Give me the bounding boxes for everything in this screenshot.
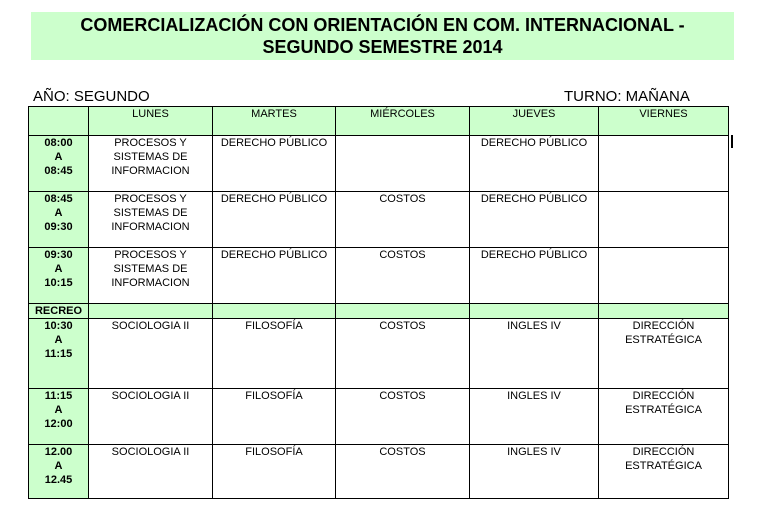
day-header-jueves: JUEVES bbox=[470, 107, 599, 136]
time-slot: 08:00 A 08:45 bbox=[29, 136, 89, 192]
class-cell: COSTOS bbox=[336, 389, 470, 445]
class-cell: SOCIOLOGIA II bbox=[89, 445, 213, 499]
break-cell bbox=[89, 304, 213, 319]
break-row bbox=[29, 304, 729, 319]
class-cell: FILOSOFÍA bbox=[213, 319, 336, 389]
class-cell: PROCESOS Y SISTEMAS DE INFORMACION bbox=[89, 248, 213, 304]
time-slot: 08:45 A 09:30 bbox=[29, 192, 89, 248]
class-cell: DERECHO PÚBLICO bbox=[470, 136, 599, 192]
class-cell: DERECHO PÚBLICO bbox=[470, 192, 599, 248]
break-cell bbox=[599, 304, 729, 319]
class-cell: INGLES IV bbox=[470, 389, 599, 445]
class-cell: COSTOS bbox=[336, 445, 470, 499]
class-cell bbox=[336, 136, 470, 192]
class-cell: COSTOS bbox=[336, 248, 470, 304]
time-slot: 12.00 A 12.45 bbox=[29, 445, 89, 499]
table-row bbox=[29, 319, 729, 389]
class-cell: COSTOS bbox=[336, 319, 470, 389]
table-row bbox=[29, 445, 729, 499]
class-cell: DIRECCIÓN ESTRATÉGICA bbox=[599, 319, 729, 389]
day-header-miercoles: MIÉRCOLES bbox=[336, 107, 470, 136]
break-cell bbox=[213, 304, 336, 319]
class-cell bbox=[599, 192, 729, 248]
class-cell bbox=[599, 136, 729, 192]
class-cell: DERECHO PÚBLICO bbox=[213, 248, 336, 304]
year-label: AÑO: SEGUNDO bbox=[33, 88, 150, 105]
class-cell: INGLES IV bbox=[470, 319, 599, 389]
class-cell: PROCESOS Y SISTEMAS DE INFORMACION bbox=[89, 136, 213, 192]
header-row bbox=[29, 107, 729, 136]
day-header-lunes: LUNES bbox=[89, 107, 213, 136]
class-cell: FILOSOFÍA bbox=[213, 389, 336, 445]
table-row bbox=[29, 192, 729, 248]
class-cell: DIRECCIÓN ESTRATÉGICA bbox=[599, 445, 729, 499]
class-cell: INGLES IV bbox=[470, 445, 599, 499]
day-header-viernes: VIERNES bbox=[599, 107, 729, 136]
break-label: RECREO bbox=[29, 304, 89, 319]
class-cell: SOCIOLOGIA II bbox=[89, 319, 213, 389]
class-cell: COSTOS bbox=[336, 192, 470, 248]
time-slot: 09:30 A 10:15 bbox=[29, 248, 89, 304]
class-cell: PROCESOS Y SISTEMAS DE INFORMACION bbox=[89, 192, 213, 248]
class-cell: FILOSOFÍA bbox=[213, 445, 336, 499]
time-slot: 10:30 A 11:15 bbox=[29, 319, 89, 389]
time-slot: 11:15 A 12:00 bbox=[29, 389, 89, 445]
title-line-2: SEGUNDO SEMESTRE 2014 bbox=[262, 37, 503, 57]
border-mark bbox=[731, 135, 733, 148]
day-header-martes: MARTES bbox=[213, 107, 336, 136]
class-cell: DERECHO PÚBLICO bbox=[213, 192, 336, 248]
schedule-table bbox=[28, 106, 729, 499]
shift-label: TURNO: MAÑANA bbox=[564, 88, 690, 105]
table-row bbox=[29, 248, 729, 304]
title-line-1: COMERCIALIZACIÓN CON ORIENTACIÓN EN COM. INTERNACIONAL - bbox=[80, 15, 685, 35]
class-cell: DERECHO PÚBLICO bbox=[213, 136, 336, 192]
table-row bbox=[29, 389, 729, 445]
class-cell: DIRECCIÓN ESTRATÉGICA bbox=[599, 389, 729, 445]
header-corner bbox=[29, 107, 89, 136]
class-cell bbox=[599, 248, 729, 304]
break-cell bbox=[470, 304, 599, 319]
class-cell: SOCIOLOGIA II bbox=[89, 389, 213, 445]
break-cell bbox=[336, 304, 470, 319]
title-banner bbox=[31, 12, 734, 60]
table-row bbox=[29, 136, 729, 192]
class-cell: DERECHO PÚBLICO bbox=[470, 248, 599, 304]
